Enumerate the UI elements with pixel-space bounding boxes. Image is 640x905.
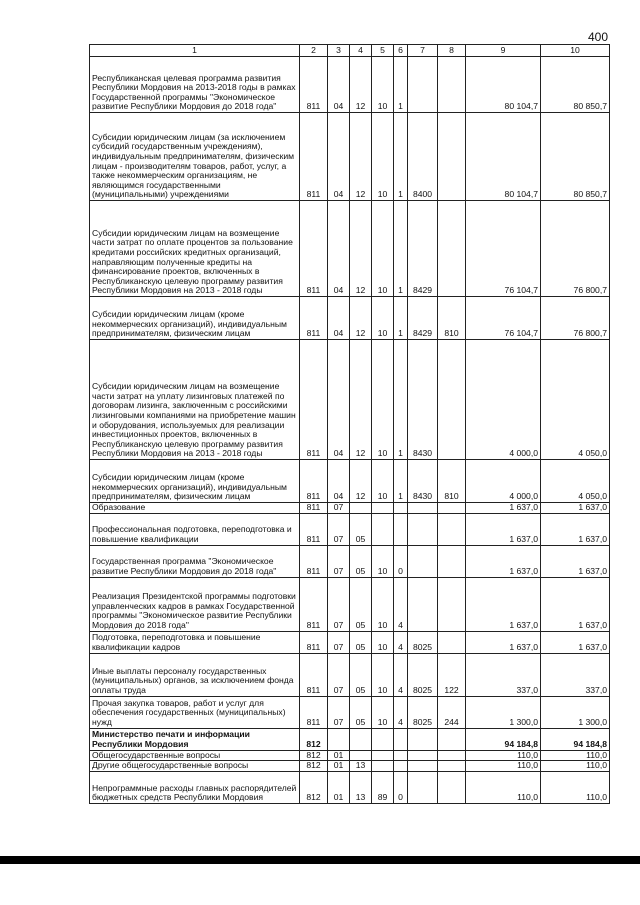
table-row — [90, 653, 610, 696]
cell-c6: 1 — [394, 340, 408, 460]
cell-c6: 1 — [394, 460, 408, 503]
cell-c2: 812 — [300, 761, 328, 772]
row-name: Субсидии юридическим лицам (кроме некоммерческих организаций), индивидуальным предпринимателям, физическим лицам — [90, 297, 300, 340]
cell-c7 — [408, 761, 438, 772]
cell-c7: 8430 — [408, 460, 438, 503]
cell-c9: 94 184,8 — [466, 728, 541, 750]
cell-c7 — [408, 513, 438, 545]
cell-c8 — [438, 545, 466, 577]
table-row — [90, 460, 610, 503]
cell-c9: 1 637,0 — [466, 577, 541, 631]
cell-c5: 10 — [372, 201, 394, 297]
cell-c7 — [408, 545, 438, 577]
cell-c10: 1 637,0 — [541, 545, 610, 577]
cell-c4: 05 — [350, 545, 372, 577]
cell-c10: 1 637,0 — [541, 503, 610, 514]
cell-c7 — [408, 57, 438, 113]
cell-c5: 10 — [372, 57, 394, 113]
column-header-4: 4 — [350, 45, 372, 57]
cell-c7: 8429 — [408, 201, 438, 297]
cell-c7 — [408, 503, 438, 514]
row-name: Прочая закупка товаров, работ и услуг для обеспечения государственных (муниципальных) нужд — [90, 696, 300, 728]
cell-c8: 810 — [438, 297, 466, 340]
cell-c8 — [438, 631, 466, 653]
cell-c4 — [350, 503, 372, 514]
cell-c9: 4 000,0 — [466, 460, 541, 503]
row-name: Реализация Президентской программы подготовки управленческих кадров в рамках Государственной программы "Экономическое развитие Республики Мордовия до 2018 года" — [90, 577, 300, 631]
cell-c10: 337,0 — [541, 653, 610, 696]
cell-c8 — [438, 201, 466, 297]
cell-c10: 4 050,0 — [541, 460, 610, 503]
cell-c6 — [394, 513, 408, 545]
budget-table — [89, 44, 610, 804]
cell-c6: 0 — [394, 771, 408, 803]
table-row — [90, 728, 610, 750]
cell-c5 — [372, 503, 394, 514]
cell-c7: 8429 — [408, 297, 438, 340]
table-row — [90, 503, 610, 514]
cell-c4: 05 — [350, 696, 372, 728]
cell-c5: 10 — [372, 631, 394, 653]
table-row — [90, 750, 610, 761]
cell-c4: 12 — [350, 57, 372, 113]
column-header-2: 2 — [300, 45, 328, 57]
cell-c8: 810 — [438, 460, 466, 503]
cell-c7 — [408, 728, 438, 750]
cell-c9: 110,0 — [466, 761, 541, 772]
cell-c10: 76 800,7 — [541, 297, 610, 340]
cell-c5: 10 — [372, 340, 394, 460]
cell-c6 — [394, 503, 408, 514]
page-number: 400 — [588, 30, 609, 44]
cell-c4: 05 — [350, 513, 372, 545]
cell-c2: 811 — [300, 57, 328, 113]
cell-c6: 4 — [394, 653, 408, 696]
row-name: Республиканская целевая программа развития Республики Мордовия на 2013-2018 годы в рамках Государственной программы "Экономическое развитие Республики Мордовия до 2018 года" — [90, 57, 300, 113]
row-name: Профессиональная подготовка, переподготовка и повышение квалификации — [90, 513, 300, 545]
cell-c6: 4 — [394, 696, 408, 728]
cell-c3: 04 — [328, 201, 350, 297]
table-row — [90, 201, 610, 297]
cell-c9: 1 300,0 — [466, 696, 541, 728]
cell-c6 — [394, 728, 408, 750]
cell-c10: 110,0 — [541, 761, 610, 772]
cell-c5: 89 — [372, 771, 394, 803]
cell-c8 — [438, 513, 466, 545]
row-name: Субсидии юридическим лицам на возмещение части затрат на уплату лизинговых платежей по договорам лизинга, заключенным с российскими лизинговыми компаниями на приобретение машин и оборудования, используемых для реализации инвестиционных проектов, включенных в Республиканскую целевую программу развития Республики Мордовия на 2013 - 2018 годы — [90, 340, 300, 460]
table-row — [90, 771, 610, 803]
column-header-3: 3 — [328, 45, 350, 57]
column-header-7: 7 — [408, 45, 438, 57]
cell-c9: 1 637,0 — [466, 513, 541, 545]
cell-c6 — [394, 750, 408, 761]
cell-c4: 13 — [350, 771, 372, 803]
cell-c7 — [408, 750, 438, 761]
cell-c3: 04 — [328, 297, 350, 340]
cell-c2: 811 — [300, 460, 328, 503]
cell-c3: 07 — [328, 577, 350, 631]
cell-c5 — [372, 728, 394, 750]
cell-c3: 07 — [328, 653, 350, 696]
cell-c4: 12 — [350, 113, 372, 201]
cell-c6 — [394, 761, 408, 772]
cell-c2: 811 — [300, 503, 328, 514]
header-row — [90, 45, 610, 57]
cell-c4 — [350, 728, 372, 750]
cell-c2: 812 — [300, 771, 328, 803]
row-name: Непрограммные расходы главных распорядителей бюджетных средств Республики Мордовия — [90, 771, 300, 803]
cell-c4: 12 — [350, 340, 372, 460]
cell-c2: 812 — [300, 728, 328, 750]
cell-c3: 04 — [328, 57, 350, 113]
cell-c8 — [438, 57, 466, 113]
table-row — [90, 577, 610, 631]
cell-c8: 244 — [438, 696, 466, 728]
row-name: Субсидии юридическим лицам на возмещение части затрат по оплате процентов за пользование кредитами российских кредитных организаций, направляющим полученные кредиты на финансирование проектов, включенных в Республиканскую целевую программу развития Республики Мордовия на 2013 - 2018 годы — [90, 201, 300, 297]
cell-c6: 4 — [394, 631, 408, 653]
cell-c10: 1 300,0 — [541, 696, 610, 728]
cell-c2: 811 — [300, 340, 328, 460]
cell-c2: 811 — [300, 201, 328, 297]
cell-c3: 07 — [328, 503, 350, 514]
cell-c10: 80 850,7 — [541, 113, 610, 201]
cell-c8 — [438, 577, 466, 631]
cell-c10: 4 050,0 — [541, 340, 610, 460]
cell-c7 — [408, 577, 438, 631]
cell-c8 — [438, 113, 466, 201]
cell-c5: 10 — [372, 653, 394, 696]
row-name: Образование — [90, 503, 300, 514]
cell-c5: 10 — [372, 577, 394, 631]
table-header — [90, 45, 610, 57]
cell-c2: 811 — [300, 653, 328, 696]
column-header-1: 1 — [90, 45, 300, 57]
bottom-rule — [0, 856, 640, 864]
cell-c3: 01 — [328, 761, 350, 772]
cell-c10: 1 637,0 — [541, 513, 610, 545]
cell-c5: 10 — [372, 113, 394, 201]
cell-c3: 04 — [328, 340, 350, 460]
row-name: Другие общегосударственные вопросы — [90, 761, 300, 772]
cell-c9: 1 637,0 — [466, 503, 541, 514]
table-row — [90, 696, 610, 728]
cell-c9: 80 104,7 — [466, 57, 541, 113]
cell-c8 — [438, 340, 466, 460]
cell-c6: 1 — [394, 57, 408, 113]
cell-c6: 1 — [394, 113, 408, 201]
table-row — [90, 761, 610, 772]
cell-c3 — [328, 728, 350, 750]
cell-c9: 76 104,7 — [466, 297, 541, 340]
cell-c7: 8400 — [408, 113, 438, 201]
cell-c5 — [372, 513, 394, 545]
cell-c4: 12 — [350, 460, 372, 503]
column-header-8: 8 — [438, 45, 466, 57]
row-name: Общегосударственные вопросы — [90, 750, 300, 761]
cell-c4: 12 — [350, 297, 372, 340]
cell-c3: 07 — [328, 513, 350, 545]
cell-c6: 1 — [394, 297, 408, 340]
cell-c2: 811 — [300, 545, 328, 577]
cell-c6: 1 — [394, 201, 408, 297]
cell-c9: 110,0 — [466, 750, 541, 761]
cell-c9: 76 104,7 — [466, 201, 541, 297]
table-row — [90, 113, 610, 201]
cell-c4: 05 — [350, 653, 372, 696]
cell-c5: 10 — [372, 545, 394, 577]
table-row — [90, 340, 610, 460]
cell-c3: 01 — [328, 771, 350, 803]
row-name: Государственная программа "Экономическое развитие Республики Мордовия до 2018 года" — [90, 545, 300, 577]
cell-c5 — [372, 761, 394, 772]
cell-c8 — [438, 750, 466, 761]
cell-c8 — [438, 771, 466, 803]
cell-c2: 811 — [300, 113, 328, 201]
cell-c4: 05 — [350, 577, 372, 631]
cell-c3: 01 — [328, 750, 350, 761]
cell-c4: 13 — [350, 761, 372, 772]
cell-c8 — [438, 761, 466, 772]
row-name: Субсидии юридическим лицам (за исключением субсидий государственным учреждениям), индивидуальным предпринимателям, физическим лицам - производителям товаров, работ, услуг, а также некоммерческим организациям, не являющимся государственными (муниципальными) учреждениями — [90, 113, 300, 201]
table-row — [90, 297, 610, 340]
cell-c3: 07 — [328, 545, 350, 577]
table-row — [90, 545, 610, 577]
cell-c9: 1 637,0 — [466, 545, 541, 577]
cell-c6: 4 — [394, 577, 408, 631]
column-header-9: 9 — [466, 45, 541, 57]
cell-c5 — [372, 750, 394, 761]
cell-c2: 811 — [300, 577, 328, 631]
cell-c3: 04 — [328, 460, 350, 503]
cell-c4: 05 — [350, 631, 372, 653]
row-name: Иные выплаты персоналу государственных (муниципальных) органов, за исключением фонда оплаты труда — [90, 653, 300, 696]
cell-c8: 122 — [438, 653, 466, 696]
cell-c10: 1 637,0 — [541, 631, 610, 653]
cell-c9: 80 104,7 — [466, 113, 541, 201]
cell-c3: 07 — [328, 631, 350, 653]
cell-c9: 110,0 — [466, 771, 541, 803]
cell-c7 — [408, 771, 438, 803]
cell-c2: 811 — [300, 631, 328, 653]
row-name: Министерство печати и информации Республики Мордовия — [90, 728, 300, 750]
cell-c7: 8025 — [408, 631, 438, 653]
cell-c3: 04 — [328, 113, 350, 201]
table-row — [90, 631, 610, 653]
cell-c5: 10 — [372, 696, 394, 728]
row-name: Субсидии юридическим лицам (кроме некоммерческих организаций), индивидуальным предпринимателям, физическим лицам — [90, 460, 300, 503]
cell-c7: 8025 — [408, 653, 438, 696]
cell-c10: 1 637,0 — [541, 577, 610, 631]
cell-c7: 8025 — [408, 696, 438, 728]
cell-c10: 80 850,7 — [541, 57, 610, 113]
cell-c9: 4 000,0 — [466, 340, 541, 460]
cell-c2: 811 — [300, 297, 328, 340]
cell-c9: 337,0 — [466, 653, 541, 696]
table-row — [90, 57, 610, 113]
cell-c2: 812 — [300, 750, 328, 761]
cell-c5: 10 — [372, 460, 394, 503]
cell-c10: 94 184,8 — [541, 728, 610, 750]
cell-c8 — [438, 503, 466, 514]
table-row — [90, 513, 610, 545]
cell-c6: 0 — [394, 545, 408, 577]
cell-c10: 76 800,7 — [541, 201, 610, 297]
column-header-10: 10 — [541, 45, 610, 57]
cell-c10: 110,0 — [541, 771, 610, 803]
cell-c2: 811 — [300, 513, 328, 545]
cell-c8 — [438, 728, 466, 750]
cell-c9: 1 637,0 — [466, 631, 541, 653]
cell-c2: 811 — [300, 696, 328, 728]
cell-c4 — [350, 750, 372, 761]
cell-c3: 07 — [328, 696, 350, 728]
cell-c4: 12 — [350, 201, 372, 297]
cell-c10: 110,0 — [541, 750, 610, 761]
row-name: Подготовка, переподготовка и повышение квалификации кадров — [90, 631, 300, 653]
table-body — [90, 57, 610, 804]
column-header-5: 5 — [372, 45, 394, 57]
cell-c7: 8430 — [408, 340, 438, 460]
cell-c5: 10 — [372, 297, 394, 340]
column-header-6: 6 — [394, 45, 408, 57]
